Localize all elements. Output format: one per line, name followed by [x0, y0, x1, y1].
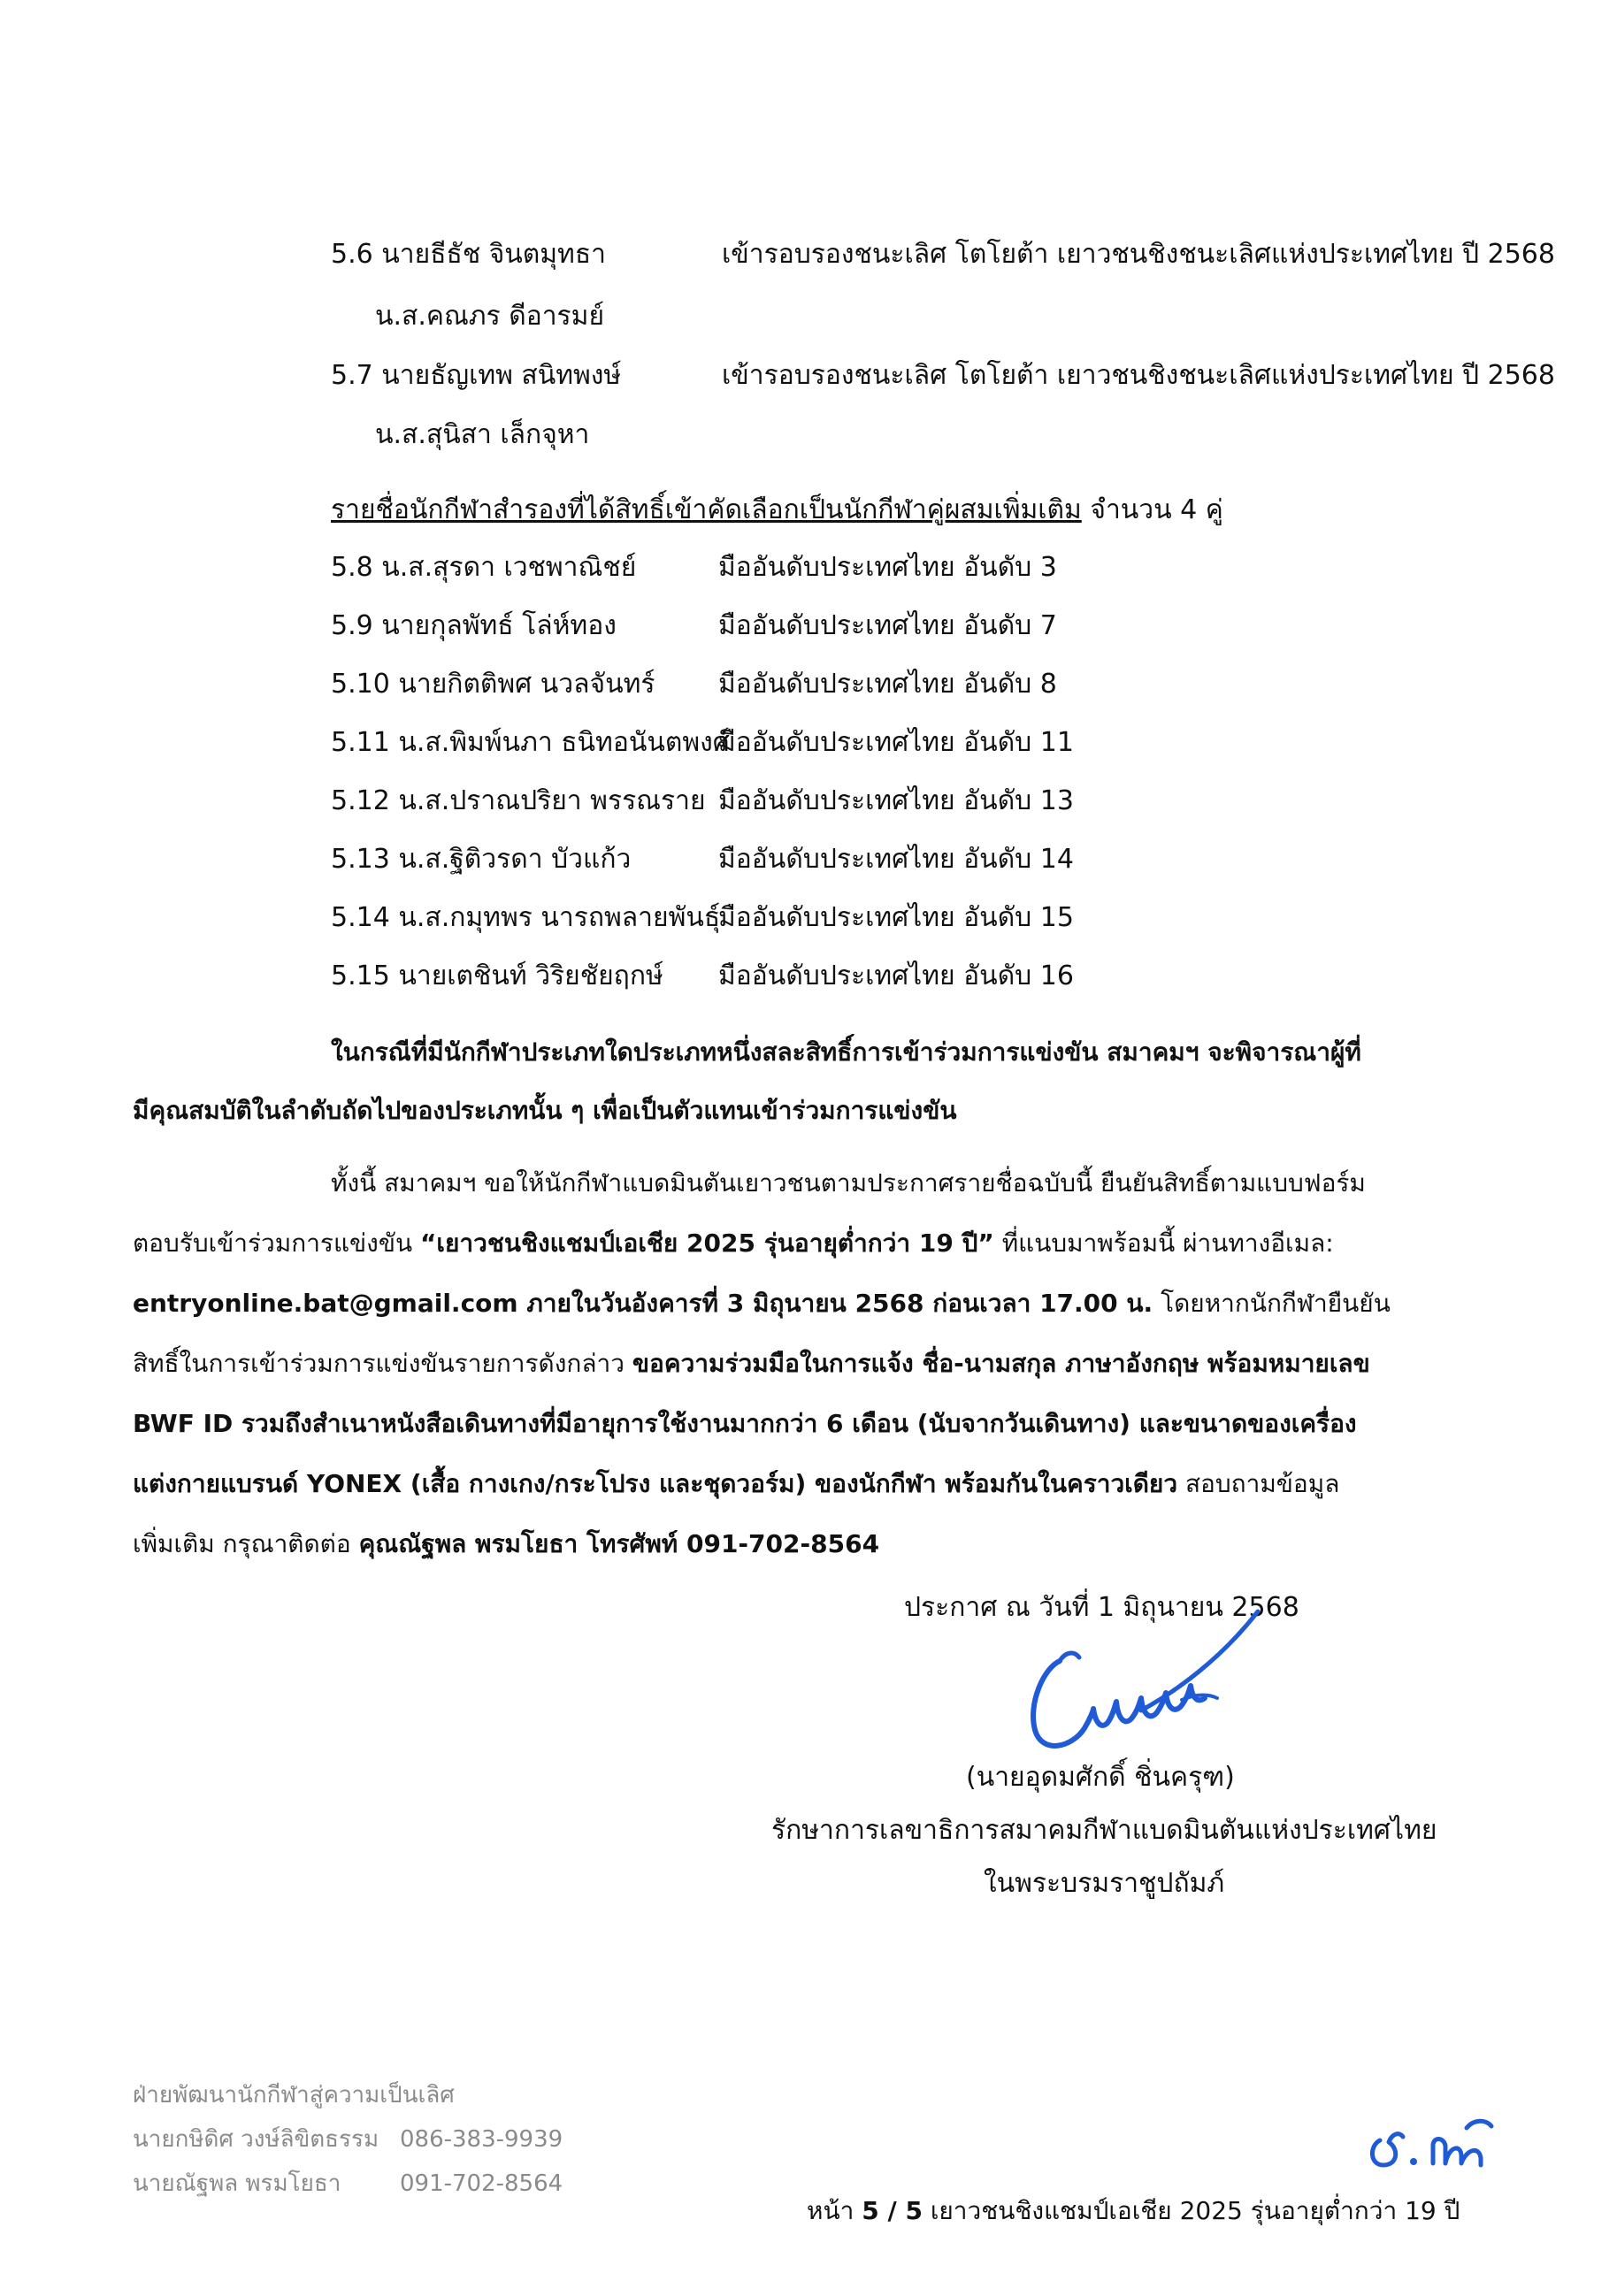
- entry-number: 5.7: [331, 360, 373, 391]
- qualifier-entry: [331, 237, 606, 272]
- reserve-entry: [331, 550, 636, 585]
- entry-number: 5.8: [331, 552, 373, 583]
- instructions-line2: [133, 1226, 1334, 1261]
- reserve-entry: [331, 959, 663, 994]
- signatory-royal-patronage: ในพระบรมราชูปถัมภ์: [984, 1868, 1225, 1899]
- page-footer-prefix: หน้า: [807, 2196, 862, 2225]
- player-name: น.ส.ฐิติวรดา บัวแก้ว: [398, 844, 632, 875]
- qualifier-result: เข้ารอบรองชนะเลิศ โตโยต้า เยาวชนชิงชนะเลิศแห่งประเทศไทย ปี 2568: [722, 239, 1555, 270]
- entry-number: 5.14: [331, 902, 390, 933]
- partner-name: น.ส.คณภร ดีอารมย์: [375, 301, 605, 332]
- replacement-note-line2: มีคุณสมบัติในลำดับถัดไปของประเภทนั้น ๆ เพื่อเป็นตัวแทนเข้าร่วมการแข่งขัน: [133, 1096, 957, 1125]
- instructions-text: ที่แนบมาพร้อมนี้ ผ่านทางอีเมล:: [993, 1228, 1334, 1258]
- entry-number: 5.11: [331, 727, 390, 758]
- reserve-rank: มืออันดับประเทศไทย อันดับ 3: [718, 552, 1057, 583]
- reserve-entry: [331, 900, 720, 936]
- signatory-position: รักษาการเลขาธิการสมาคมกีฬาแบดมินตันแห่งประเทศไทย: [771, 1815, 1437, 1846]
- footer-contact-name: นายณัฐพล พรมโยธา: [133, 2170, 341, 2197]
- partner-name: น.ส.สุนิสา เล็กจุหา: [375, 419, 590, 450]
- reserve-rank: มืออันดับประเทศไทย อันดับ 13: [718, 785, 1074, 816]
- email-deadline: entryonline.bat@gmail.com ภายในวันอังคารที่ 3 มิถุนายน 2568 ก่อนเวลา 17.00 น.: [133, 1289, 1153, 1318]
- instructions-text: โดยหากนักกีฬายืนยัน: [1153, 1289, 1391, 1318]
- contact-person: คุณณัฐพล พรมโยธา โทรศัพท์ 091-702-8564: [358, 1529, 880, 1558]
- reserve-entry: [331, 667, 655, 702]
- reserve-heading: รายชื่อนักกีฬาสำรองที่ได้สิทธิ์เข้าคัดเลือกเป็นนักกีฬาคู่ผสมเพิ่มเติม: [331, 494, 1082, 525]
- reserve-rank: มืออันดับประเทศไทย อันดับ 15: [718, 902, 1074, 933]
- instructions-line3: [133, 1286, 1391, 1321]
- reserve-rank: มืออันดับประเทศไทย อันดับ 8: [718, 669, 1057, 700]
- qualifier-result: เข้ารอบรองชนะเลิศ โตโยต้า เยาวชนชิงชนะเลิศแห่งประเทศไทย ปี 2568: [722, 360, 1555, 391]
- tournament-name: “เยาวชนชิงแชมป์เอเชีย 2025 รุ่นอายุต่ำกว่า 19 ปี”: [420, 1228, 994, 1258]
- footer-department: ฝ่ายพัฒนานักกีฬาสู่ความเป็นเลิศ: [133, 2082, 455, 2108]
- player-name: นายธีธัช จินตมุทธา: [381, 239, 606, 270]
- instructions-line7: [133, 1527, 879, 1562]
- player-name: นายเตชินท์ วิริยชัยฤกษ์: [398, 960, 663, 991]
- instructions-line1: ทั้งนี้ สมาคมฯ ขอให้นักกีฬาแบดมินตันเยาวชนตามประกาศรายชื่อฉบับนี้ ยืนยันสิทธิ์ตามแบบฟอร์ม: [331, 1168, 1366, 1198]
- player-name: น.ส.สุรดา เวชพาณิชย์: [381, 552, 637, 583]
- player-name: น.ส.กมุทพร นารถพลายพันธุ์: [398, 902, 721, 933]
- instructions-line5: BWF ID รวมถึงสำเนาหนังสือเดินทางที่มีอายุการใช้งานมากกว่า 6 เดือน (นับจากวันเดินทาง) และขนาดของเครื่อง: [133, 1409, 1357, 1438]
- instructions-text: สิทธิ์ในการเข้าร่วมการแข่งขันรายการดังกล่าว: [133, 1349, 632, 1378]
- replacement-note-line1: ในกรณีที่มีนักกีฬาประเภทใดประเภทหนึ่งสละสิทธิ์การเข้าร่วมการแข่งขัน สมาคมฯ จะพิจารณาผู้ที่: [331, 1037, 1361, 1067]
- entry-number: 5.10: [331, 669, 390, 700]
- reserve-entry: [331, 608, 617, 644]
- signatory-name: (นายอุดมศักดิ์ ชิ่นครุฑ): [966, 1762, 1235, 1793]
- page-footer-title: เยาวชนชิงแชมป์เอเชีย 2025 รุ่นอายุต่ำกว่า 19 ปี: [922, 2196, 1460, 2225]
- reserve-count: จำนวน 4 คู่: [1090, 494, 1223, 525]
- page-number: 5 / 5: [862, 2196, 923, 2225]
- player-name: นายธัญเทพ สนิทพงษ์: [381, 360, 622, 391]
- player-name: น.ส.ปราณปริยา พรรณราย: [398, 785, 706, 816]
- entry-number: 5.9: [331, 610, 373, 641]
- reserve-rank: มืออันดับประเทศไทย อันดับ 14: [718, 844, 1074, 875]
- instructions-text: สอบถามข้อมูล: [1177, 1469, 1340, 1498]
- player-name: นายกิตติพศ นวลจันทร์: [398, 669, 655, 700]
- reserve-rank: มืออันดับประเทศไทย อันดับ 16: [718, 960, 1074, 991]
- footer-contact-name: นายกษิดิศ วงษ์ลิขิตธรรม: [133, 2126, 379, 2153]
- reserve-heading-line: [331, 493, 1223, 528]
- entry-number: 5.13: [331, 844, 390, 875]
- instructions-text: ตอบรับเข้าร่วมการแข่งขัน: [133, 1228, 420, 1258]
- footer-contact-phone: 086-383-9939: [400, 2126, 563, 2153]
- entry-number: 5.6: [331, 239, 373, 270]
- entry-number: 5.12: [331, 785, 390, 816]
- footer-contact-phone: 091-702-8564: [400, 2170, 563, 2197]
- instructions-bold: ขอความร่วมมือในการแจ้ง ชื่อ-นามสกุล ภาษาอังกฤษ พร้อมหมายเลข: [632, 1349, 1370, 1378]
- instructions-line4: [133, 1346, 1370, 1381]
- signature-image: [1008, 1606, 1265, 1765]
- instructions-bold: แต่งกายแบรนด์ YONEX (เสื้อ กางเกง/กระโปรง และชุดวอร์ม) ของนักกีฬา พร้อมกันในคราวเดียว: [133, 1469, 1178, 1498]
- player-name: นายกุลพัทธ์ โล่ห์ทอง: [381, 610, 617, 641]
- player-name: น.ส.พิมพ์นภา ธนิทอนันตพงศ์: [398, 727, 730, 758]
- instructions-line6: [133, 1466, 1339, 1502]
- entry-number: 5.15: [331, 960, 390, 991]
- reserve-rank: มืออันดับประเทศไทย อันดับ 11: [718, 727, 1074, 758]
- reserve-entry: [331, 784, 706, 819]
- reserve-rank: มืออันดับประเทศไทย อันดับ 7: [718, 610, 1057, 641]
- instructions-text: เพิ่มเติม กรุณาติดต่อ: [133, 1529, 359, 1558]
- reserve-entry: [331, 842, 631, 877]
- page-footer: [807, 2193, 1460, 2229]
- qualifier-entry: [331, 358, 621, 394]
- reserve-entry: [331, 725, 730, 761]
- initials-mark: [1362, 2110, 1504, 2174]
- announcement-date: ประกาศ ณ วันที่ 1 มิถุนายน 2568: [904, 1592, 1299, 1623]
